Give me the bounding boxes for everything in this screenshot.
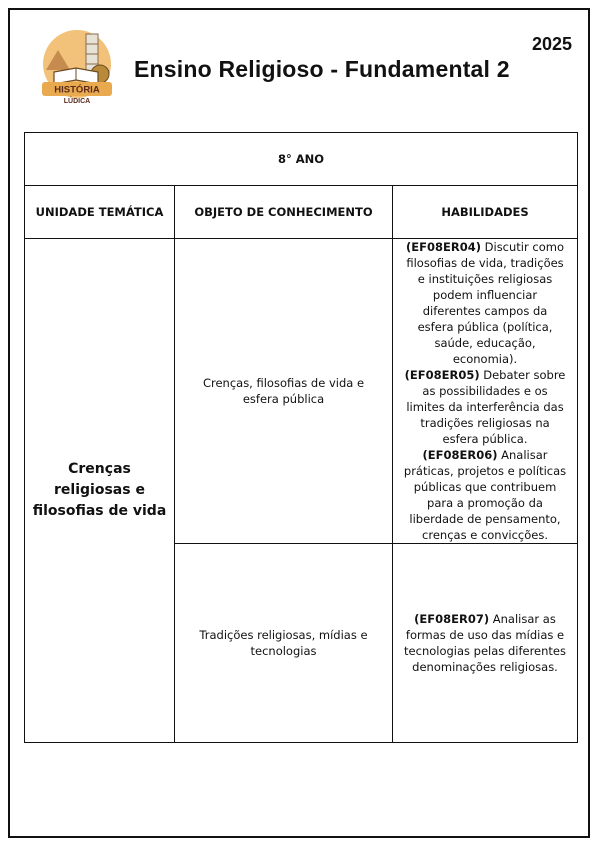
skill-code: (EF08ER07)	[414, 612, 490, 626]
year-label: 2025	[531, 34, 572, 54]
curriculum-table	[24, 132, 578, 743]
header-row	[25, 186, 578, 239]
skill-item	[403, 611, 567, 675]
knowledge-object: Tradições religiosas, mídias e tecnologias	[175, 544, 393, 743]
logo-text-bottom: LÚDICA	[63, 98, 91, 105]
skills-cell	[393, 239, 578, 544]
column-header-unit: UNIDADE TEMÁTICA	[25, 186, 175, 239]
knowledge-object: Crenças, filosofias de vida e esfera pública	[175, 239, 393, 544]
skill-item	[403, 367, 567, 447]
skill-text: Analisar práticas, projetos e políticas públicas que contribuem para a promoção da liberdade de pensamento, crenças e convicções.	[403, 448, 567, 542]
skills-cell	[393, 544, 578, 743]
skill-text: Analisar as formas de uso das mídias e tecnologias pelas diferentes denominações religiosas.	[404, 612, 566, 674]
page-title: Ensino Religioso - Fundamental 2	[134, 56, 510, 82]
skill-code: (EF08ER06)	[422, 448, 498, 462]
skill-item	[403, 447, 567, 543]
skill-text: Debater sobre as possibilidades e os limites da interferência das tradições religiosas na esfera pública.	[406, 368, 566, 446]
historia-ludica-logo	[34, 28, 120, 106]
logo-graphic	[34, 28, 120, 106]
logo-text-top: HISTÓRIA	[54, 84, 100, 96]
skill-item	[403, 239, 567, 367]
skill-text: Discutir como filosofias de vida, tradições e instituições religiosas podem influenciar diferentes campos da esfera pública (política, saúde, educação, economia).	[406, 240, 564, 366]
skill-code: (EF08ER04)	[406, 240, 481, 254]
column-header-skills: HABILIDADES	[393, 186, 578, 239]
thematic-unit: Crenças religiosas e filosofias de vida	[25, 239, 175, 743]
grade-label: 8° ANO	[25, 133, 578, 186]
table-row	[25, 239, 578, 544]
grade-row	[25, 133, 578, 186]
skill-code: (EF08ER05)	[404, 368, 480, 382]
column-header-object: OBJETO DE CONHECIMENTO	[175, 186, 393, 239]
